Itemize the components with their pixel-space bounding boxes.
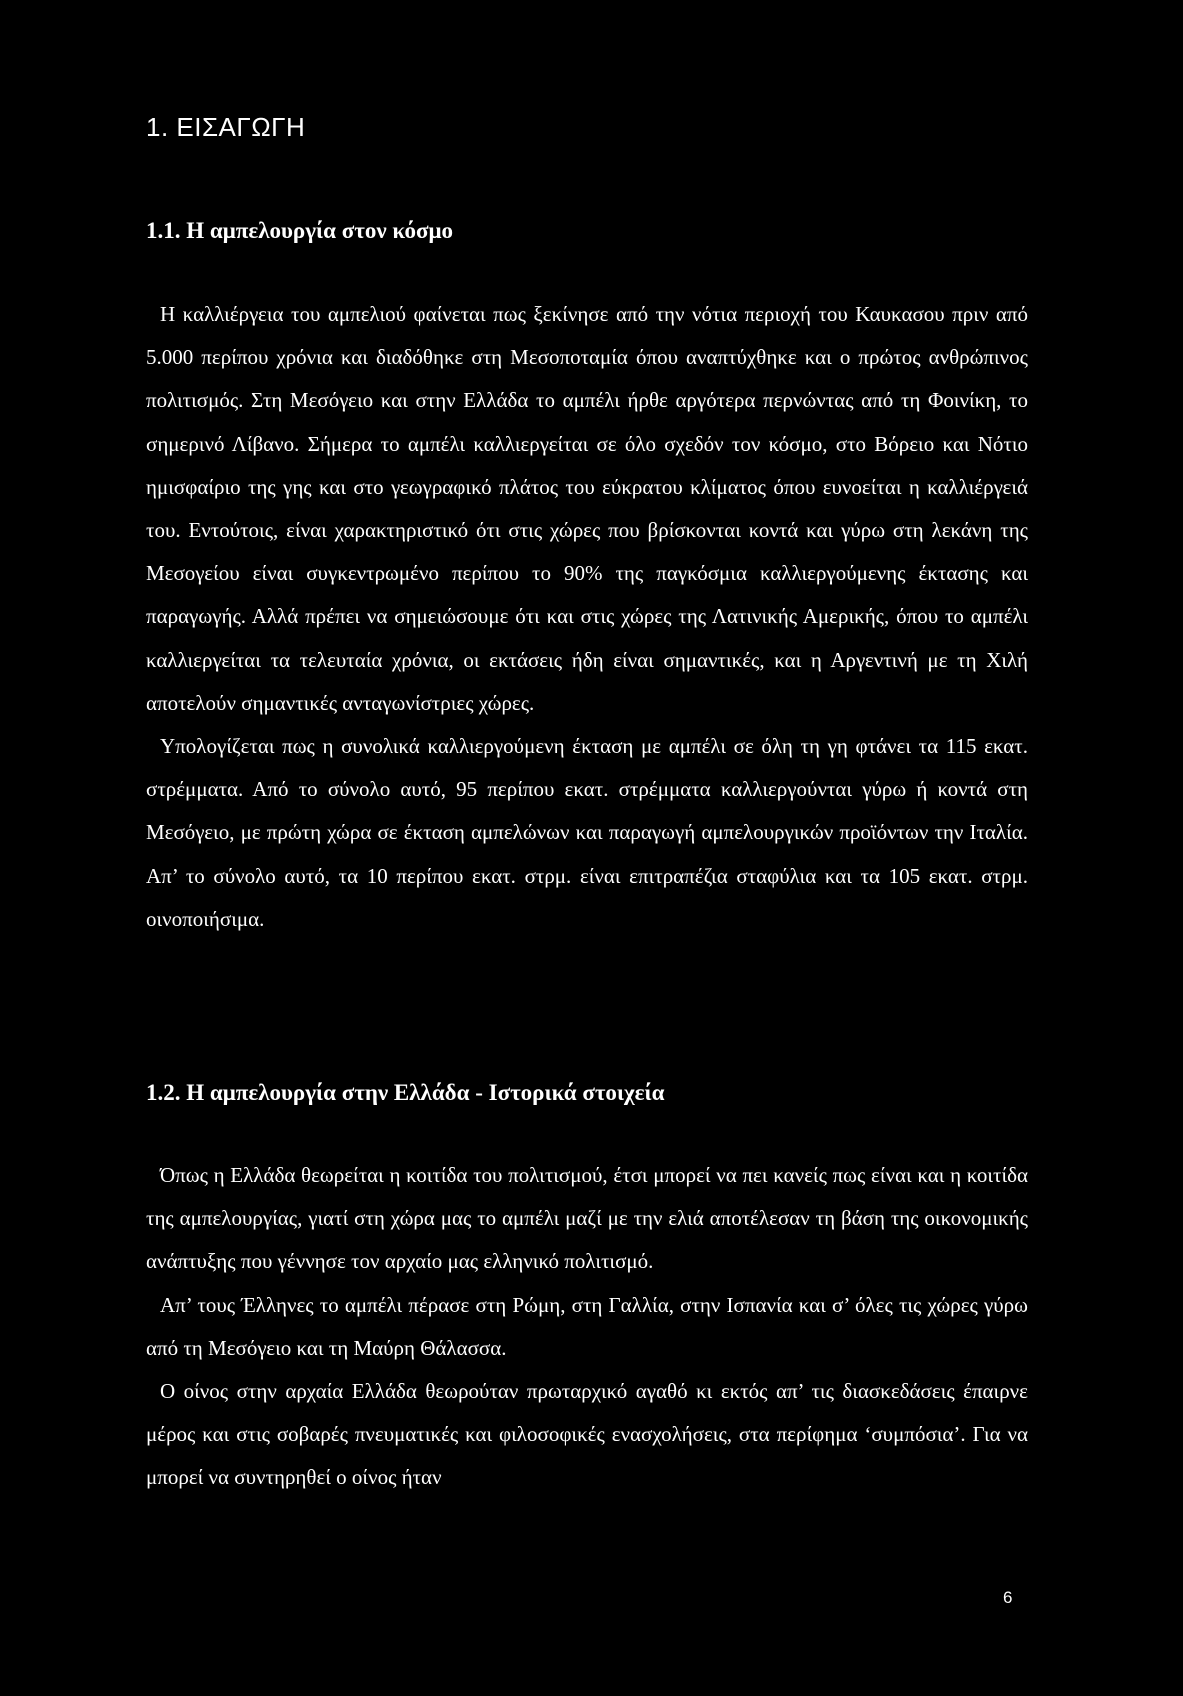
section-title-1-2: 1.2. Η αμπελουργία στην Ελλάδα - Ιστορικά στοιχεία [146,1080,665,1105]
paragraph: Όπως η Ελλάδα θεωρείται η κοιτίδα του πολιτισμού, έτσι μπορεί να πει κανείς πως είναι και η κοιτίδα της αμπελουργίας, γιατί στη χώρα μας το αμπέλι μαζί με την ελιά αποτέλεσαν τη βάση της οικονομικής ανάπτυξης που γέννησε τον αρχαίο μας ελληνικό πολιτισμό. [146,1163,1028,1274]
page-number: 6 [1003,1588,1013,1607]
paragraph: Ο οίνος στην αρχαία Ελλάδα θεωρούταν πρωταρχικό αγαθό κι εκτός απ’ τις διασκεδάσεις έπαιρνε μέρος και στις σοβαρές πνευματικές και φιλοσοφικές ενασχολήσεις, στα περίφημα ‘συμπόσια’. Για να μπορεί να συντηρηθεί ο οίνος ήταν [146,1379,1028,1490]
section-1-2-body [146,1154,1028,1500]
paragraph: Η καλλιέργεια του αμπελιού φαίνεται πως ξεκίνησε από την νότια περιοχή του Καυκασου πριν από 5.000 περίπου χρόνια και διαδόθηκε στη Μεσοποταμία όπου αναπτύχθηκε και ο πρώτος ανθρώπινος πολιτισμός. Στη Μεσόγειο και στην Ελλάδα το αμπέλι ήρθε αργότερα περνώντας από τη Φοινίκη, το σημερινό Λίβανο. Σήμερα το αμπέλι καλλιεργείται σε όλο σχεδόν τον κόσμο, στο Βόρειο και Νότιο ημισφαίριο της γης και στο γεωγραφικό πλάτος του εύκρατου κλίματος όπου ευνοείται η καλλιέργειά του. Εντούτοις, είναι χαρακτηριστικό ότι στις χώρες που βρίσκονται κοντά και γύρω στη λεκάνη της Μεσογείου είναι συγκεντρωμένο περίπου το 90% της παγκόσμια καλλιεργούμενης έκτασης και παραγωγής. Αλλά πρέπει να σημειώσουμε ότι και στις χώρες της Λατινικής Αμερικής, όπου το αμπέλι καλλιεργείται τα τελευταία χρόνια, οι εκτάσεις ήδη είναι σημαντικές, και η Αργεντινή με τη Χιλή αποτελούν σημαντικές ανταγωνίστριες χώρες. [146,302,1028,715]
paragraph: Απ’ τους Έλληνες το αμπέλι πέρασε στη Ρώμη, στη Γαλλία, στην Ισπανία και σ’ όλες τις χώρες γύρω από τη Μεσόγειο και τη Μαύρη Θάλασσα. [146,1292,1028,1360]
section-title-1-1: 1.1. Η αμπελουργία στον κόσμο [146,218,454,243]
chapter-title: 1. ΕΙΣΑΓΩΓΗ [146,112,306,142]
section-1-1-body [146,293,1028,941]
paragraph: Υπολογίζεται πως η συνολικά καλλιεργούμενη έκταση με αμπέλι σε όλη τη γη φτάνει τα 115 εκατ. στρέμματα. Από το σύνολο αυτό, 95 περίπου εκατ. στρέμματα καλλιεργούνται γύρω ή κοντά στη Μεσόγειο, με πρώτη χώρα σε έκταση αμπελώνων και παραγωγή αμπελουργικών προϊόντων την Ιταλία. Απ’ το σύνολο αυτό, τα 10 περίπου εκατ. στρμ. είναι επιτραπέζια σταφύλια και τα 105 εκατ. στρμ. οινοποιήσιμα. [146,734,1028,931]
